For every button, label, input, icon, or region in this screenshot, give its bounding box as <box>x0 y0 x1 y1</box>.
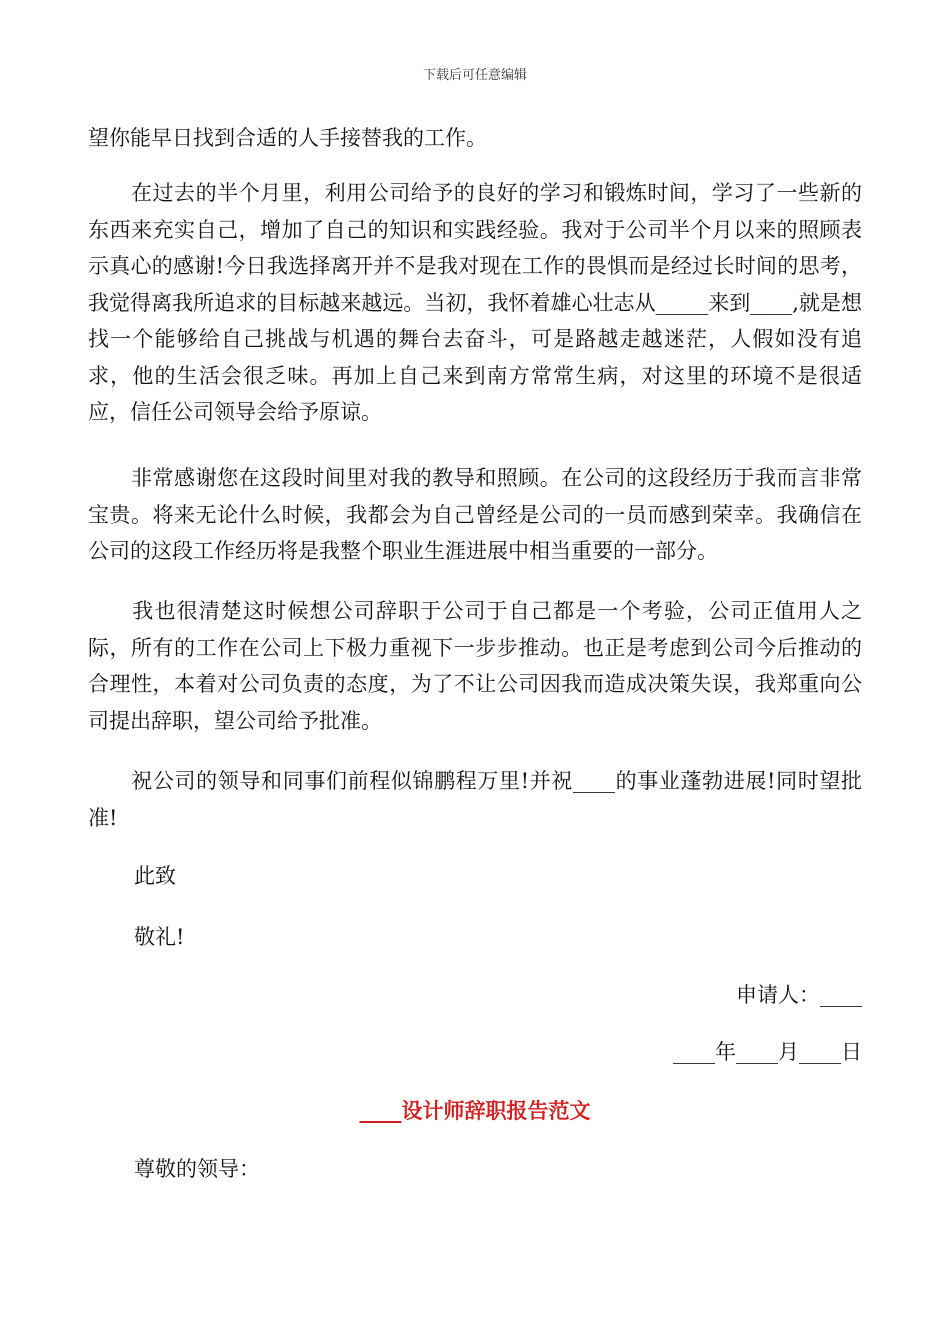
applicant-line: 申请人：____ <box>736 983 862 1007</box>
paragraph-5: 祝公司的领导和同事们前程似锦鹏程万里!并祝____的事业蓬勃进展!同时望批准! <box>88 769 862 830</box>
paragraph-2: 在过去的半个月里，利用公司给予的良好的学习和锻炼时间，学习了一些新的东西来充实自己，增加了自己的知识和实践经验。我对于公司半个月以来的照顾表示真心的感谢!今日我选择离开并不是我对现在工作的畏惧而是经过长时间的思考，我觉得离我所追求的目标越来越远。当初，我怀着雄心壮志从_____来到____,就是想找一个能够给自己挑战与机遇的舞台去奋斗，可是路越走越迷茫，人假如没有追求，他的生活会很乏味。再加上自己来到南方常常生病，对这里的环境不是很适应，信任公司领导会给予原谅。 <box>88 181 862 424</box>
paragraph-3: 非常感谢您在这段时间里对我的教导和照顾。在公司的这段经历于我而言非常宝贵。将来无论什么时候，我都会为自己曾经是公司的一员而感到荣幸。我确信在公司的这段工作经历将是我整个职业生涯进展中相当重要的一部分。 <box>88 466 862 563</box>
greeting-text: 尊敬的领导： <box>134 1157 260 1181</box>
salute-text: 敬礼! <box>134 925 185 949</box>
paragraph-1: 望你能早日找到合适的人手接替我的工作。 <box>88 126 487 150</box>
closing-text: 此致 <box>134 864 176 888</box>
section-title: ____设计师辞职报告范文 <box>359 1098 591 1123</box>
date-line: ____年____月____日 <box>673 1040 862 1064</box>
paragraph-4: 我也很清楚这时候想公司辞职于公司于自己都是一个考验，公司正值用人之际，所有的工作在公司上下极力重视下一步步推动。也正是考虑到公司今后推动的合理性，本着对公司负责的态度，为了不让公司因我而造成决策失误，我郑重向公司提出辞职，望公司给予批准。 <box>88 599 862 733</box>
page-header: 下载后可任意编辑 <box>422 68 527 83</box>
